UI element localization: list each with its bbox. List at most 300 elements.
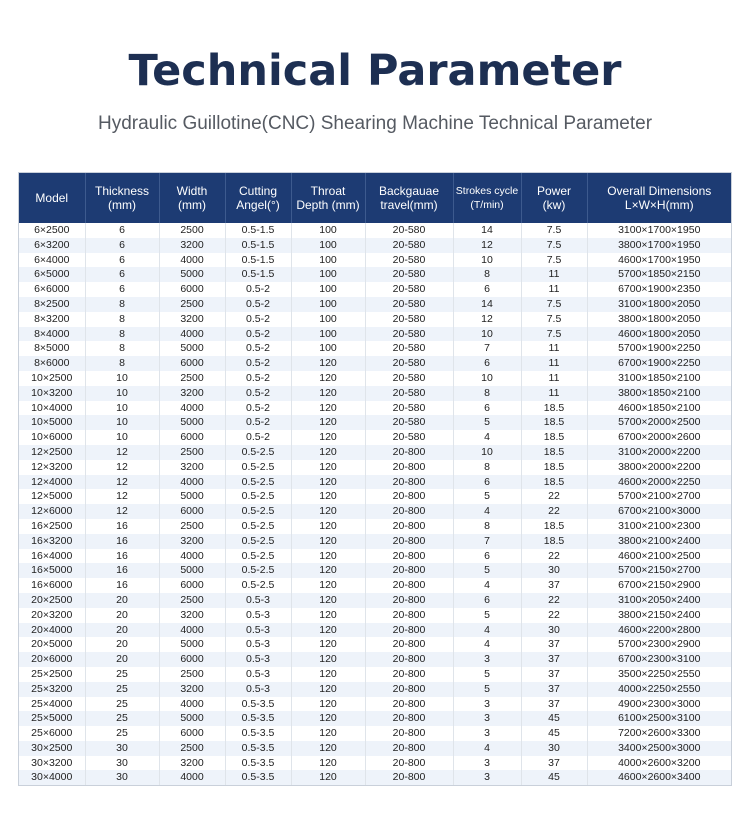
cell-overall-dimensions: 4600×2600×3400: [587, 770, 731, 785]
cell-cutting-angle: 0.5-2: [225, 371, 291, 386]
table-row: [19, 401, 731, 416]
table-row: [19, 430, 731, 445]
cell-power: 22: [521, 489, 587, 504]
cell-width: 6000: [159, 652, 225, 667]
cell-power: 11: [521, 341, 587, 356]
cell-width: 2500: [159, 593, 225, 608]
cell-thickness: 10: [85, 401, 159, 416]
cell-power: 22: [521, 593, 587, 608]
cell-model: 20×3200: [19, 608, 85, 623]
cell-strokes-cycle: 3: [453, 726, 521, 741]
cell-cutting-angle: 0.5-2.5: [225, 445, 291, 460]
cell-throat-depth: 120: [291, 682, 365, 697]
cell-strokes-cycle: 4: [453, 430, 521, 445]
cell-strokes-cycle: 8: [453, 386, 521, 401]
cell-backgauge-travel: 20-800: [365, 578, 453, 593]
cell-strokes-cycle: 8: [453, 267, 521, 282]
cell-backgauge-travel: 20-800: [365, 682, 453, 697]
table-row: [19, 593, 731, 608]
cell-width: 2500: [159, 223, 225, 238]
cell-cutting-angle: 0.5-2: [225, 312, 291, 327]
cell-thickness: 12: [85, 489, 159, 504]
table-row: [19, 282, 731, 297]
table-body: [19, 223, 731, 785]
cell-width: 5000: [159, 415, 225, 430]
cell-strokes-cycle: 7: [453, 341, 521, 356]
cell-model: 16×6000: [19, 578, 85, 593]
cell-power: 11: [521, 267, 587, 282]
cell-model: 12×5000: [19, 489, 85, 504]
cell-overall-dimensions: 6700×2300×3100: [587, 652, 731, 667]
cell-overall-dimensions: 3800×1850×2100: [587, 386, 731, 401]
cell-cutting-angle: 0.5-2.5: [225, 519, 291, 534]
cell-overall-dimensions: 3800×2000×2200: [587, 460, 731, 475]
cell-throat-depth: 100: [291, 341, 365, 356]
table-row: [19, 267, 731, 282]
cell-thickness: 16: [85, 563, 159, 578]
cell-power: 45: [521, 726, 587, 741]
table-row: [19, 415, 731, 430]
cell-overall-dimensions: 3800×2150×2400: [587, 608, 731, 623]
cell-width: 6000: [159, 430, 225, 445]
cell-width: 5000: [159, 711, 225, 726]
cell-power: 30: [521, 741, 587, 756]
cell-strokes-cycle: 12: [453, 312, 521, 327]
cell-backgauge-travel: 20-800: [365, 741, 453, 756]
cell-backgauge-travel: 20-580: [365, 223, 453, 238]
header-cutting-angle: Cutting Angel(°): [225, 173, 291, 223]
table-row: [19, 356, 731, 371]
cell-overall-dimensions: 3100×1700×1950: [587, 223, 731, 238]
cell-cutting-angle: 0.5-2: [225, 401, 291, 416]
cell-model: 20×2500: [19, 593, 85, 608]
cell-width: 3200: [159, 534, 225, 549]
cell-backgauge-travel: 20-800: [365, 711, 453, 726]
cell-power: 37: [521, 578, 587, 593]
cell-width: 2500: [159, 519, 225, 534]
cell-thickness: 8: [85, 341, 159, 356]
cell-thickness: 20: [85, 637, 159, 652]
cell-strokes-cycle: 5: [453, 415, 521, 430]
table-row: [19, 682, 731, 697]
cell-width: 4000: [159, 401, 225, 416]
table-row: [19, 726, 731, 741]
cell-cutting-angle: 0.5-2: [225, 386, 291, 401]
cell-width: 6000: [159, 726, 225, 741]
cell-cutting-angle: 0.5-3.5: [225, 711, 291, 726]
cell-thickness: 16: [85, 519, 159, 534]
cell-thickness: 6: [85, 238, 159, 253]
cell-throat-depth: 120: [291, 726, 365, 741]
cell-cutting-angle: 0.5-1.5: [225, 223, 291, 238]
cell-cutting-angle: 0.5-3.5: [225, 726, 291, 741]
cell-cutting-angle: 0.5-3: [225, 623, 291, 638]
cell-overall-dimensions: 3800×2100×2400: [587, 534, 731, 549]
cell-width: 2500: [159, 371, 225, 386]
cell-backgauge-travel: 20-800: [365, 563, 453, 578]
cell-backgauge-travel: 20-800: [365, 637, 453, 652]
cell-strokes-cycle: 6: [453, 549, 521, 564]
cell-strokes-cycle: 5: [453, 682, 521, 697]
cell-throat-depth: 100: [291, 327, 365, 342]
cell-backgauge-travel: 20-800: [365, 623, 453, 638]
cell-overall-dimensions: 3100×1850×2100: [587, 371, 731, 386]
cell-throat-depth: 120: [291, 563, 365, 578]
cell-power: 30: [521, 563, 587, 578]
cell-overall-dimensions: 5700×2150×2700: [587, 563, 731, 578]
cell-model: 6×6000: [19, 282, 85, 297]
cell-overall-dimensions: 4600×1800×2050: [587, 327, 731, 342]
cell-cutting-angle: 0.5-2: [225, 282, 291, 297]
cell-overall-dimensions: 3100×2050×2400: [587, 593, 731, 608]
cell-throat-depth: 100: [291, 312, 365, 327]
cell-overall-dimensions: 5700×1850×2150: [587, 267, 731, 282]
cell-model: 10×3200: [19, 386, 85, 401]
cell-throat-depth: 120: [291, 386, 365, 401]
cell-cutting-angle: 0.5-2: [225, 297, 291, 312]
cell-model: 16×2500: [19, 519, 85, 534]
cell-cutting-angle: 0.5-2.5: [225, 504, 291, 519]
cell-thickness: 8: [85, 297, 159, 312]
table-row: [19, 253, 731, 268]
cell-overall-dimensions: 3100×1800×2050: [587, 297, 731, 312]
cell-thickness: 30: [85, 741, 159, 756]
cell-thickness: 10: [85, 386, 159, 401]
cell-cutting-angle: 0.5-2: [225, 430, 291, 445]
cell-thickness: 20: [85, 652, 159, 667]
cell-strokes-cycle: 5: [453, 563, 521, 578]
cell-backgauge-travel: 20-580: [365, 267, 453, 282]
cell-thickness: 20: [85, 593, 159, 608]
cell-cutting-angle: 0.5-3.5: [225, 741, 291, 756]
cell-power: 18.5: [521, 445, 587, 460]
cell-overall-dimensions: 4600×2000×2250: [587, 475, 731, 490]
cell-throat-depth: 120: [291, 741, 365, 756]
cell-thickness: 8: [85, 356, 159, 371]
cell-overall-dimensions: 6100×2500×3100: [587, 711, 731, 726]
header-throat-depth: Throat Depth (mm): [291, 173, 365, 223]
cell-width: 3200: [159, 608, 225, 623]
cell-model: 6×5000: [19, 267, 85, 282]
table-row: [19, 549, 731, 564]
table-row: [19, 741, 731, 756]
cell-cutting-angle: 0.5-3: [225, 637, 291, 652]
cell-overall-dimensions: 3400×2500×3000: [587, 741, 731, 756]
cell-strokes-cycle: 3: [453, 652, 521, 667]
cell-backgauge-travel: 20-800: [365, 534, 453, 549]
cell-strokes-cycle: 6: [453, 593, 521, 608]
cell-backgauge-travel: 20-580: [365, 401, 453, 416]
cell-width: 5000: [159, 489, 225, 504]
cell-power: 18.5: [521, 401, 587, 416]
cell-backgauge-travel: 20-800: [365, 756, 453, 771]
cell-model: 20×6000: [19, 652, 85, 667]
cell-throat-depth: 120: [291, 415, 365, 430]
cell-model: 6×3200: [19, 238, 85, 253]
table-row: [19, 371, 731, 386]
parameter-table-container: [18, 172, 732, 786]
cell-overall-dimensions: 3800×1800×2050: [587, 312, 731, 327]
cell-backgauge-travel: 20-580: [365, 253, 453, 268]
table-row: [19, 637, 731, 652]
cell-thickness: 10: [85, 430, 159, 445]
cell-strokes-cycle: 3: [453, 770, 521, 785]
cell-cutting-angle: 0.5-2.5: [225, 563, 291, 578]
cell-width: 4000: [159, 623, 225, 638]
cell-power: 37: [521, 682, 587, 697]
cell-width: 2500: [159, 445, 225, 460]
table-header-row: [19, 173, 731, 223]
cell-model: 10×6000: [19, 430, 85, 445]
cell-strokes-cycle: 6: [453, 356, 521, 371]
table-row: [19, 770, 731, 785]
cell-throat-depth: 120: [291, 534, 365, 549]
cell-overall-dimensions: 6700×1900×2250: [587, 356, 731, 371]
cell-thickness: 12: [85, 504, 159, 519]
cell-model: 8×3200: [19, 312, 85, 327]
cell-thickness: 6: [85, 223, 159, 238]
cell-width: 4000: [159, 770, 225, 785]
cell-power: 18.5: [521, 415, 587, 430]
cell-model: 25×5000: [19, 711, 85, 726]
cell-cutting-angle: 0.5-3.5: [225, 756, 291, 771]
cell-backgauge-travel: 20-800: [365, 489, 453, 504]
cell-overall-dimensions: 3800×1700×1950: [587, 238, 731, 253]
cell-backgauge-travel: 20-580: [365, 238, 453, 253]
header-width: Width (mm): [159, 173, 225, 223]
cell-throat-depth: 100: [291, 267, 365, 282]
cell-overall-dimensions: 4000×2250×2550: [587, 682, 731, 697]
cell-cutting-angle: 0.5-2.5: [225, 534, 291, 549]
cell-thickness: 8: [85, 327, 159, 342]
cell-width: 5000: [159, 267, 225, 282]
cell-power: 18.5: [521, 519, 587, 534]
cell-overall-dimensions: 4600×1850×2100: [587, 401, 731, 416]
cell-thickness: 16: [85, 549, 159, 564]
table-row: [19, 238, 731, 253]
cell-power: 7.5: [521, 238, 587, 253]
cell-model: 12×3200: [19, 460, 85, 475]
cell-cutting-angle: 0.5-3.5: [225, 697, 291, 712]
cell-power: 37: [521, 667, 587, 682]
cell-cutting-angle: 0.5-2: [225, 415, 291, 430]
cell-model: 16×3200: [19, 534, 85, 549]
cell-strokes-cycle: 4: [453, 504, 521, 519]
table-row: [19, 312, 731, 327]
header-backgauge-travel: Backgauae travel(mm): [365, 173, 453, 223]
cell-strokes-cycle: 3: [453, 697, 521, 712]
cell-width: 2500: [159, 741, 225, 756]
cell-strokes-cycle: 14: [453, 297, 521, 312]
cell-thickness: 20: [85, 623, 159, 638]
cell-cutting-angle: 0.5-3: [225, 608, 291, 623]
cell-width: 3200: [159, 756, 225, 771]
cell-strokes-cycle: 8: [453, 460, 521, 475]
table-row: [19, 711, 731, 726]
header-thickness: Thickness (mm): [85, 173, 159, 223]
cell-power: 11: [521, 386, 587, 401]
cell-strokes-cycle: 6: [453, 282, 521, 297]
cell-thickness: 10: [85, 415, 159, 430]
cell-backgauge-travel: 20-800: [365, 770, 453, 785]
cell-backgauge-travel: 20-800: [365, 475, 453, 490]
cell-throat-depth: 100: [291, 297, 365, 312]
cell-power: 11: [521, 356, 587, 371]
cell-power: 7.5: [521, 223, 587, 238]
cell-thickness: 6: [85, 267, 159, 282]
cell-cutting-angle: 0.5-2: [225, 327, 291, 342]
header-strokes-cycle: Strokes cycle (T/min): [453, 173, 521, 223]
cell-throat-depth: 120: [291, 593, 365, 608]
table-row: [19, 697, 731, 712]
cell-backgauge-travel: 20-800: [365, 726, 453, 741]
cell-backgauge-travel: 20-800: [365, 652, 453, 667]
cell-thickness: 12: [85, 475, 159, 490]
table-row: [19, 652, 731, 667]
cell-width: 5000: [159, 563, 225, 578]
cell-backgauge-travel: 20-580: [365, 386, 453, 401]
cell-model: 8×6000: [19, 356, 85, 371]
cell-throat-depth: 120: [291, 430, 365, 445]
cell-thickness: 30: [85, 756, 159, 771]
table-row: [19, 608, 731, 623]
cell-thickness: 16: [85, 534, 159, 549]
cell-overall-dimensions: 5700×2300×2900: [587, 637, 731, 652]
cell-thickness: 25: [85, 682, 159, 697]
table-row: [19, 756, 731, 771]
cell-overall-dimensions: 6700×2150×2900: [587, 578, 731, 593]
cell-power: 7.5: [521, 297, 587, 312]
table-row: [19, 445, 731, 460]
cell-strokes-cycle: 4: [453, 623, 521, 638]
cell-throat-depth: 120: [291, 356, 365, 371]
cell-throat-depth: 120: [291, 489, 365, 504]
table-row: [19, 327, 731, 342]
cell-strokes-cycle: 4: [453, 578, 521, 593]
cell-thickness: 10: [85, 371, 159, 386]
cell-throat-depth: 120: [291, 371, 365, 386]
cell-throat-depth: 120: [291, 770, 365, 785]
cell-backgauge-travel: 20-580: [365, 415, 453, 430]
cell-throat-depth: 120: [291, 697, 365, 712]
cell-thickness: 16: [85, 578, 159, 593]
cell-thickness: 8: [85, 312, 159, 327]
cell-power: 22: [521, 608, 587, 623]
cell-strokes-cycle: 10: [453, 371, 521, 386]
cell-strokes-cycle: 5: [453, 608, 521, 623]
cell-power: 45: [521, 711, 587, 726]
cell-power: 37: [521, 637, 587, 652]
cell-backgauge-travel: 20-580: [365, 341, 453, 356]
cell-width: 4000: [159, 327, 225, 342]
table-row: [19, 386, 731, 401]
cell-throat-depth: 120: [291, 608, 365, 623]
cell-model: 8×4000: [19, 327, 85, 342]
cell-power: 18.5: [521, 460, 587, 475]
cell-strokes-cycle: 6: [453, 475, 521, 490]
cell-model: 10×2500: [19, 371, 85, 386]
cell-cutting-angle: 0.5-2.5: [225, 578, 291, 593]
cell-cutting-angle: 0.5-1.5: [225, 253, 291, 268]
cell-model: 6×2500: [19, 223, 85, 238]
cell-model: 12×2500: [19, 445, 85, 460]
cell-backgauge-travel: 20-800: [365, 504, 453, 519]
cell-strokes-cycle: 7: [453, 534, 521, 549]
cell-strokes-cycle: 10: [453, 253, 521, 268]
header-power: Power (kw): [521, 173, 587, 223]
cell-throat-depth: 120: [291, 475, 365, 490]
cell-power: 22: [521, 549, 587, 564]
cell-model: 30×3200: [19, 756, 85, 771]
cell-strokes-cycle: 3: [453, 756, 521, 771]
cell-power: 18.5: [521, 475, 587, 490]
page-title: Technical Parameter: [128, 46, 622, 96]
cell-model: 8×5000: [19, 341, 85, 356]
cell-strokes-cycle: 12: [453, 238, 521, 253]
cell-overall-dimensions: 5700×2000×2500: [587, 415, 731, 430]
cell-width: 3200: [159, 312, 225, 327]
cell-model: 16×4000: [19, 549, 85, 564]
cell-width: 2500: [159, 667, 225, 682]
cell-model: 8×2500: [19, 297, 85, 312]
cell-throat-depth: 120: [291, 756, 365, 771]
cell-power: 7.5: [521, 312, 587, 327]
cell-strokes-cycle: 10: [453, 445, 521, 460]
cell-throat-depth: 100: [291, 238, 365, 253]
cell-thickness: 25: [85, 697, 159, 712]
cell-backgauge-travel: 20-580: [365, 430, 453, 445]
table-row: [19, 667, 731, 682]
cell-width: 4000: [159, 475, 225, 490]
cell-power: 37: [521, 697, 587, 712]
table-row: [19, 578, 731, 593]
cell-cutting-angle: 0.5-2: [225, 356, 291, 371]
cell-cutting-angle: 0.5-2.5: [225, 489, 291, 504]
table-row: [19, 460, 731, 475]
cell-cutting-angle: 0.5-1.5: [225, 238, 291, 253]
page-subtitle: Hydraulic Guillotine(CNC) Shearing Machine Technical Parameter: [97, 113, 653, 134]
cell-width: 6000: [159, 356, 225, 371]
cell-model: 10×4000: [19, 401, 85, 416]
cell-backgauge-travel: 20-800: [365, 697, 453, 712]
cell-width: 4000: [159, 549, 225, 564]
cell-model: 12×6000: [19, 504, 85, 519]
cell-model: 25×4000: [19, 697, 85, 712]
cell-backgauge-travel: 20-580: [365, 327, 453, 342]
cell-throat-depth: 120: [291, 445, 365, 460]
cell-throat-depth: 120: [291, 460, 365, 475]
cell-cutting-angle: 0.5-2: [225, 341, 291, 356]
cell-cutting-angle: 0.5-3: [225, 682, 291, 697]
cell-strokes-cycle: 5: [453, 489, 521, 504]
cell-throat-depth: 120: [291, 711, 365, 726]
cell-cutting-angle: 0.5-3: [225, 652, 291, 667]
cell-model: 25×6000: [19, 726, 85, 741]
cell-thickness: 25: [85, 726, 159, 741]
cell-model: 10×5000: [19, 415, 85, 430]
cell-thickness: 20: [85, 608, 159, 623]
cell-width: 4000: [159, 253, 225, 268]
cell-backgauge-travel: 20-800: [365, 460, 453, 475]
cell-model: 30×2500: [19, 741, 85, 756]
cell-overall-dimensions: 4600×2100×2500: [587, 549, 731, 564]
cell-width: 5000: [159, 341, 225, 356]
cell-model: 25×2500: [19, 667, 85, 682]
cell-backgauge-travel: 20-800: [365, 445, 453, 460]
cell-overall-dimensions: 6700×1900×2350: [587, 282, 731, 297]
cell-model: 6×4000: [19, 253, 85, 268]
parameter-table: [19, 173, 731, 785]
